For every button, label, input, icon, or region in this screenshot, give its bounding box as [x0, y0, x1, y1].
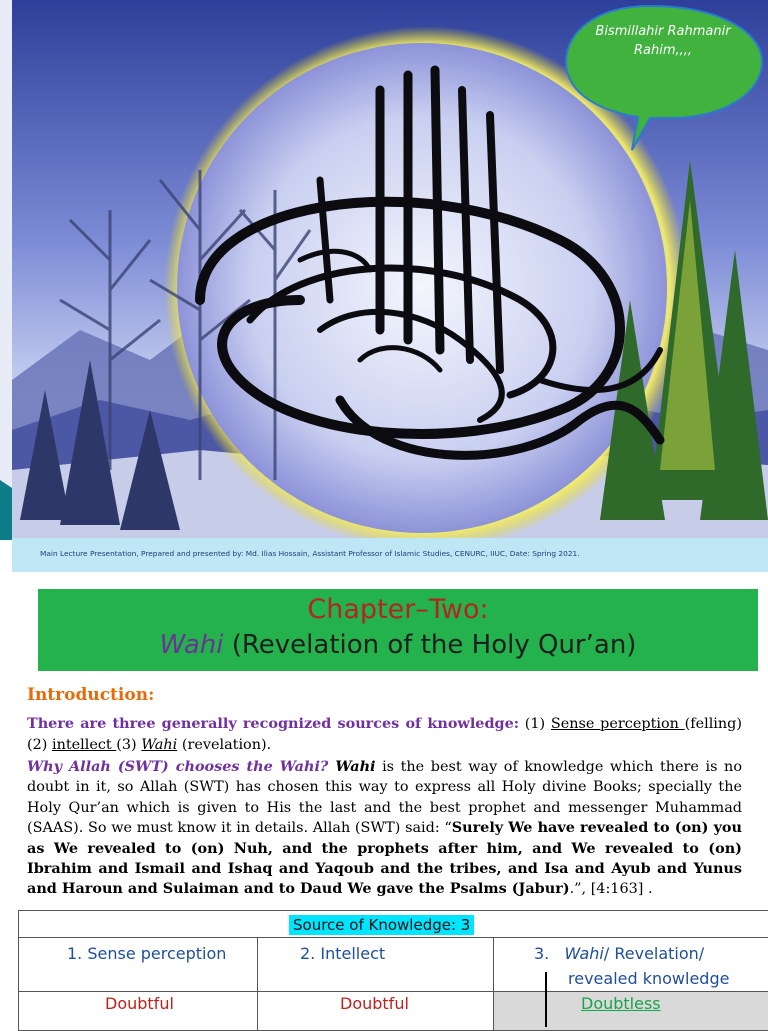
why-wahi-body: is the best way of knowledge which there is no doubt in it, so Allah (SWT) has chosen this way to express all Holy divine Books; specially the Holy Qur’an which is given to His the last and the best prophet and messenger Muhammad (SAAS). So we must know it in details. Allah (SWT) said: “	[27, 759, 742, 837]
text-fragment: (1)	[519, 716, 551, 732]
table-row-cell	[257, 991, 494, 1031]
intro-paragraph-sources	[27, 713, 742, 756]
why-wahi-question: Why Allah (SWT) chooses the Wahi?	[27, 758, 329, 775]
bismillah-bubble-text: Bismillahir Rahmanir Rahim,,,,	[595, 24, 731, 58]
quran-quote: Surely We have revealed to (on) you as We revealed to (on) Nuh, and the prophets after him, and We revealed to (on) Ibrahim and Ismail and Ishaq and Yaqoub and the tribes, and Isa and Ayub and Yunus and Haroun and Sulaiman and to Daud We gave the Psalms (Jabur)	[27, 819, 742, 898]
table-header-cell	[493, 937, 768, 992]
intellect-term: intellect	[51, 737, 117, 753]
wahi-term: Wahi	[141, 737, 178, 753]
col-wahi-number: 3.	[534, 944, 550, 963]
quote-citation: .”, [4:163] .	[569, 881, 653, 898]
chapter-title-rest: (Revelation of the Holy Qur’an)	[223, 630, 637, 660]
sense-perception-term: Sense perception	[550, 716, 685, 732]
table-row-cell	[18, 991, 258, 1031]
col-intellect: 2. Intellect	[300, 944, 386, 963]
chapter-number: Chapter–Two:	[307, 594, 489, 625]
sense-perception-doubtful: Doubtful	[105, 994, 174, 1013]
text-fragment: (revelation).	[177, 737, 272, 753]
col-wahi-rest: / Revelation/	[603, 944, 705, 963]
text-fragment: (felling) (2)	[27, 716, 742, 753]
text-fragment: (3)	[116, 737, 142, 753]
table-title: Source of Knowledge: 3	[289, 915, 474, 935]
intro-paragraph-why-wahi	[27, 757, 742, 900]
slide-footer-text: Main Lecture Presentation, Prepared and presented by: Md. Ilias Hossain, Assistant Professor of Islamic Studies, CENURC, IIUC, Date: Spring 2021.	[40, 549, 580, 558]
col-wahi	[534, 944, 704, 963]
col-wahi-line2: revealed knowledge	[568, 969, 730, 988]
chapter-title-wahi: Wahi	[159, 630, 224, 660]
table-title-row	[18, 910, 768, 938]
chapter-heading-box	[38, 589, 758, 671]
col-wahi-term: Wahi	[564, 944, 604, 963]
cursor-line	[545, 972, 547, 1027]
introduction-heading: Introduction:	[27, 685, 155, 705]
table-row-cell	[493, 991, 768, 1031]
wahi-doubtless: Doubtless	[581, 994, 661, 1013]
wahi-bold-term: Wahi	[328, 758, 376, 775]
sources-lead: There are three generally recognized sources of knowledge:	[27, 715, 520, 732]
table-header-cell	[18, 937, 258, 992]
chapter-title	[38, 627, 758, 663]
table-header-cell	[257, 937, 494, 992]
col-sense-perception: 1. Sense perception	[67, 944, 227, 963]
intellect-doubtful: Doubtful	[340, 994, 409, 1013]
